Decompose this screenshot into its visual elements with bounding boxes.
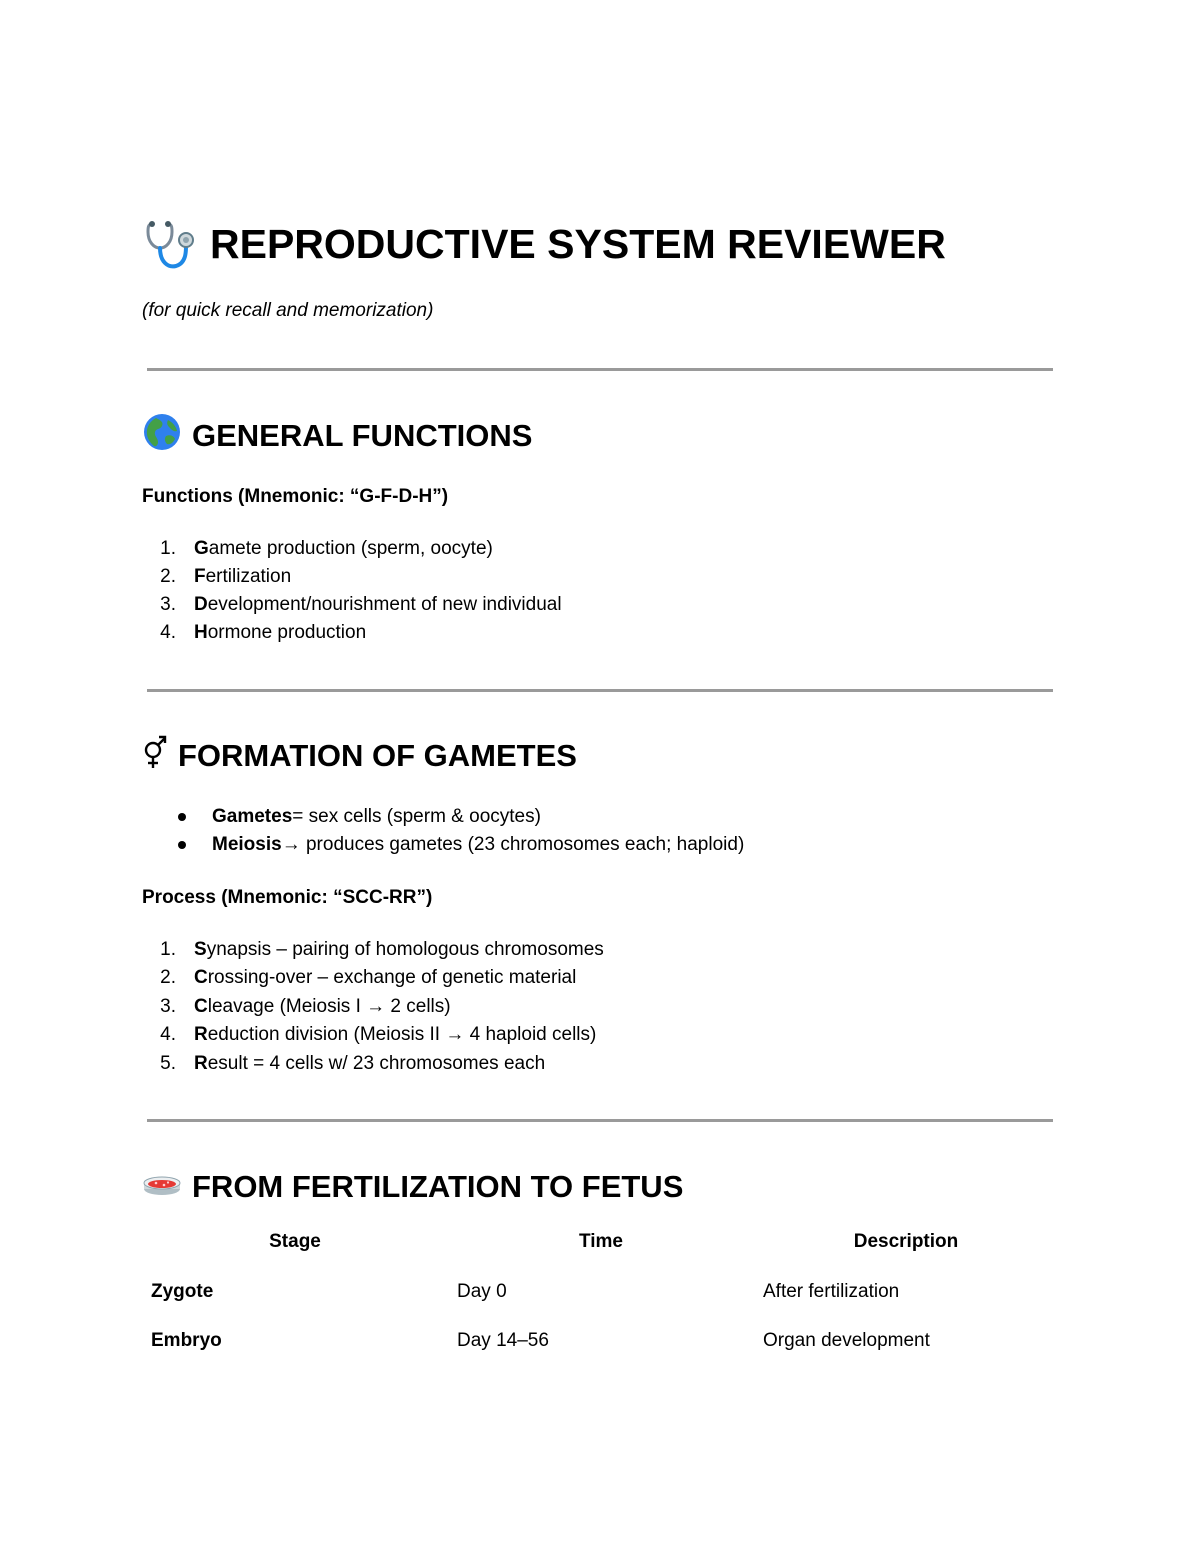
list-item — [142, 535, 493, 563]
table-cell-description: Organ development — [763, 1330, 930, 1351]
list-number: 3. — [160, 594, 176, 615]
list-number: 2. — [160, 566, 176, 587]
page-title — [142, 216, 946, 272]
formation-of-gametes-heading — [142, 734, 577, 778]
bullet-dot — [142, 813, 212, 821]
process-mnemonic-label: Process (Mnemonic: “SCC-RR”) — [142, 887, 433, 908]
list-item — [142, 936, 604, 964]
list-initial: D — [194, 594, 208, 615]
page-subtitle: (for quick recall and memorization) — [142, 300, 434, 321]
list-number: 2. — [160, 967, 176, 988]
list-item — [142, 1050, 545, 1078]
list-initial: C — [194, 996, 208, 1017]
globe-icon — [142, 412, 182, 460]
list-text: ynapsis – pairing of homologous chromosomes — [206, 939, 604, 960]
list-text: eduction division (Meiosis II → 4 haploid cells) — [207, 1024, 597, 1045]
fertilization-to-fetus-heading — [142, 1165, 683, 1209]
table-header-time: Time — [578, 1231, 623, 1252]
table-header-stage: Stage — [269, 1231, 321, 1252]
list-number: 3. — [160, 996, 176, 1017]
list-number: 5. — [160, 1053, 176, 1074]
list-item — [142, 591, 562, 619]
list-initial: F — [194, 566, 206, 587]
list-number: 1. — [160, 538, 176, 559]
gender-symbol-icon — [142, 732, 168, 780]
list-initial: S — [194, 939, 207, 960]
list-number: 1. — [160, 939, 176, 960]
list-item — [142, 563, 291, 591]
page-title-text: REPRODUCTIVE SYSTEM REVIEWER — [210, 220, 946, 267]
table-cell-stage: Embryo — [151, 1330, 222, 1351]
list-number: 4. — [160, 1024, 176, 1045]
stethoscope-icon — [142, 216, 198, 272]
section-divider — [147, 368, 1053, 371]
table-cell-description: After fertilization — [763, 1281, 900, 1302]
fertilization-to-fetus-heading-text: FROM FERTILIZATION TO FETUS — [192, 1169, 684, 1204]
general-functions-heading — [142, 414, 532, 458]
list-text: amete production (sperm, oocyte) — [208, 538, 493, 559]
list-item — [142, 993, 451, 1021]
table-cell-time: Day 0 — [457, 1281, 507, 1302]
list-text: rossing-over – exchange of genetic material — [207, 967, 577, 988]
list-initial: G — [194, 538, 209, 559]
list-item — [142, 619, 366, 647]
bullet-item — [142, 803, 541, 831]
list-initial: H — [194, 622, 208, 643]
list-text: ormone production — [207, 622, 367, 643]
functions-mnemonic-label: Functions (Mnemonic: “G-F-D-H”) — [142, 486, 449, 507]
table-cell-stage: Zygote — [151, 1281, 214, 1302]
list-text: evelopment/nourishment of new individual — [207, 594, 562, 615]
list-number: 4. — [160, 622, 176, 643]
table-cell-time: Day 14–56 — [457, 1330, 549, 1351]
list-text: leavage (Meiosis I → 2 cells) — [207, 996, 451, 1017]
section-divider — [147, 1119, 1053, 1122]
list-initial: C — [194, 967, 208, 988]
petri-dish-icon — [142, 1163, 182, 1211]
list-initial: R — [194, 1024, 208, 1045]
bullet-term: Meiosis — [212, 834, 282, 855]
bullet-term: Gametes — [212, 806, 293, 827]
list-text: esult = 4 cells w/ 23 chromosomes each — [207, 1053, 546, 1074]
section-divider — [147, 689, 1053, 692]
bullet-text: → produces gametes (23 chromosomes each; haploid) — [281, 834, 745, 855]
bullet-item — [142, 831, 744, 859]
bullet-dot — [142, 841, 212, 849]
formation-of-gametes-heading-text: FORMATION OF GAMETES — [178, 738, 577, 773]
list-item — [142, 1021, 596, 1049]
list-text: ertilization — [205, 566, 292, 587]
list-item — [142, 964, 576, 992]
bullet-text: = sex cells (sperm & oocytes) — [292, 806, 541, 827]
list-initial: R — [194, 1053, 208, 1074]
table-header-description: Description — [853, 1231, 959, 1252]
general-functions-heading-text: GENERAL FUNCTIONS — [192, 418, 533, 453]
